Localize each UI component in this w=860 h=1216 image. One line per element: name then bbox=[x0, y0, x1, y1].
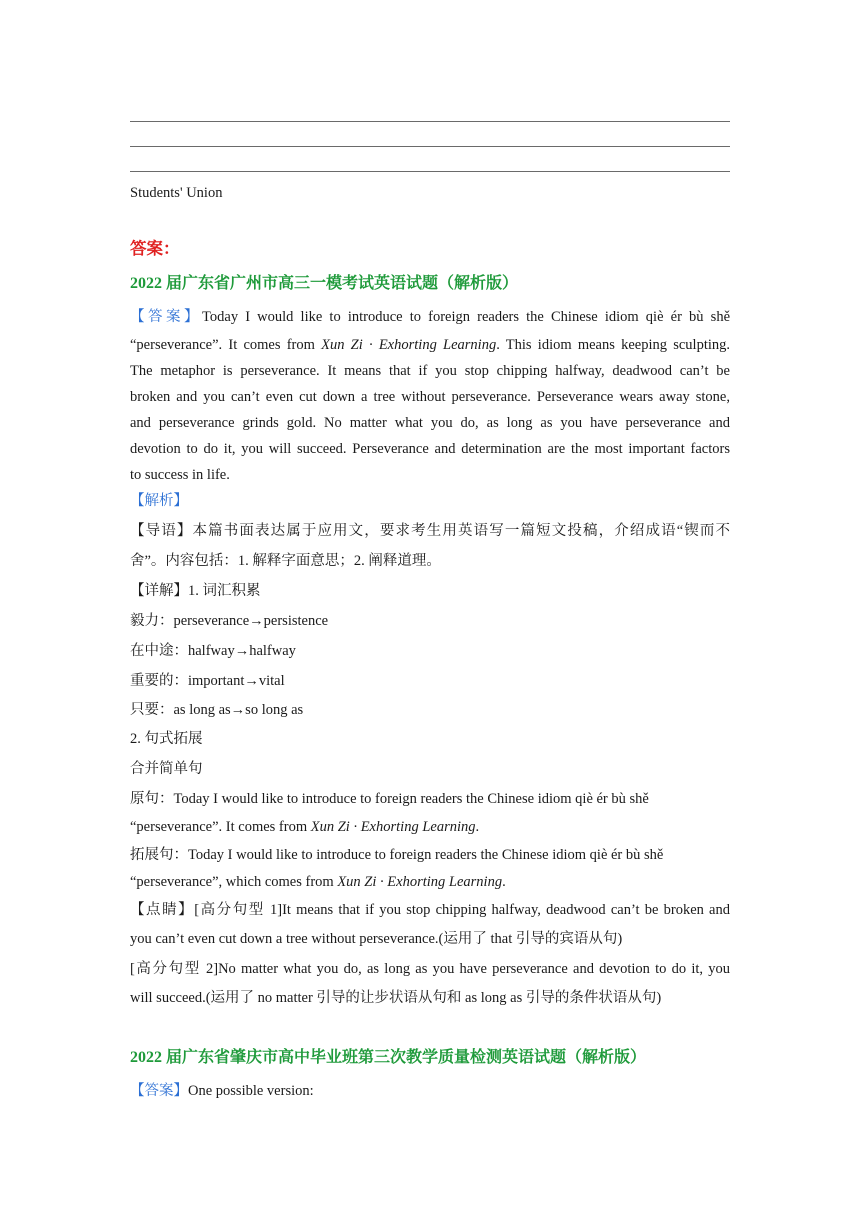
highlight-text: you can’t even cut down a tree without perseverance.(运用了 that 引导的宾语从句) bbox=[130, 931, 623, 947]
extended-sentence: 拓展句：Today I would like to introduce to foreign readers the Chinese idiom qiè ér bù shě bbox=[130, 847, 664, 863]
signature-text: Students' Union bbox=[130, 185, 223, 201]
section-title-zhaoqing: 2022 届广东省肇庆市高中毕业班第三次教学质量检测英语试题（解析版） bbox=[130, 1049, 647, 1066]
vocab-item: 在中途：halfway→halfway bbox=[130, 643, 296, 659]
blank-answer-line bbox=[130, 171, 730, 172]
answer-paragraph-line: broken and you can’t even cut down a tree without perseverance. Perseverance wears away stone, bbox=[130, 389, 730, 405]
sentence-heading: 2. 句式拓展 bbox=[130, 731, 203, 747]
answer-paragraph-line: devotion to do it, you will succeed. Perseverance and determination are the most important factors bbox=[130, 441, 730, 457]
section-title-guangzhou: 2022 届广东省广州市高三一模考试英语试题（解析版） bbox=[130, 275, 519, 292]
answer-paragraph-line: 【答案】Today I would like to introduce to foreign readers the Chinese idiom qiè ér bù shě bbox=[130, 309, 731, 325]
vocab-item: 只要：as long as→so long as bbox=[130, 702, 304, 718]
vocab-item: 毅力：perseverance→persistence bbox=[130, 613, 329, 629]
highlight-text: [高分句型 2]No matter what you do, as long as you have perseverance and devotion to do it, you bbox=[130, 961, 730, 977]
answer-paragraph-line: “perseverance”. It comes from Xun Zi · Exhorting Learning. This idiom means keeping sculpting. bbox=[130, 337, 730, 353]
blank-answer-line bbox=[130, 146, 730, 147]
extended-sentence: “perseverance”, which comes from Xun Zi · Exhorting Learning. bbox=[130, 874, 506, 890]
answer-tag: 【答案】 bbox=[130, 309, 203, 325]
analysis-tag: 【解析】 bbox=[130, 493, 188, 509]
answer-paragraph-line: to success in life. bbox=[130, 467, 230, 483]
highlight-text: 【点睛】[高分句型 1]It means that if you stop chipping halfway, deadwood can’t be broken and bbox=[130, 902, 730, 918]
original-sentence: “perseverance”. It comes from Xun Zi · Exhorting Learning. bbox=[130, 819, 480, 835]
original-sentence: 原句：Today I would like to introduce to foreign readers the Chinese idiom qiè ér bù shě bbox=[130, 791, 649, 807]
blank-answer-line bbox=[130, 121, 730, 122]
guide-text: 舍”。内容包括：1. 解释字面意思；2. 阐释道理。 bbox=[130, 553, 441, 569]
highlight-text: will succeed.(运用了 no matter 引导的让步状语从句和 as long as 引导的条件状语从句) bbox=[130, 990, 662, 1006]
answer-paragraph-line: The metaphor is perseverance. It means that if you stop chipping halfway, deadwood can’t be bbox=[130, 363, 730, 379]
answer-tag: 【答案】 bbox=[130, 1083, 188, 1099]
answer-paragraph-line: 【答案】One possible version: bbox=[130, 1083, 314, 1099]
detail-heading: 【详解】1. 词汇积累 bbox=[130, 583, 261, 599]
answer-heading: 答案： bbox=[130, 239, 180, 258]
merge-heading: 合并简单句 bbox=[130, 761, 203, 777]
vocab-item: 重要的：important→vital bbox=[130, 673, 285, 689]
answer-paragraph-line: and perseverance grinds gold. No matter what you do, as long as you have perseverance and bbox=[130, 415, 730, 431]
guide-text: 【导语】本篇书面表达属于应用文，要求考生用英语写一篇短文投稿，介绍成语“锲而不 bbox=[130, 523, 730, 539]
